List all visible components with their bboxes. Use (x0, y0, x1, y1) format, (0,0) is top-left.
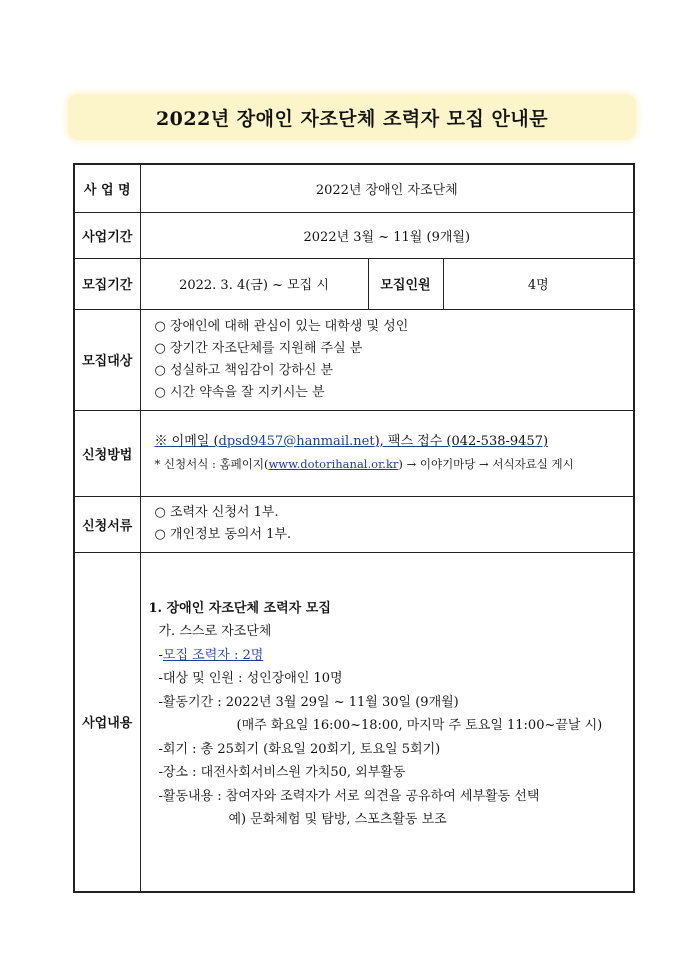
value-project-name: 2022년 장애인 자조단체 (140, 164, 634, 212)
value-recruit-period: 2022. 3. 4(금) ~ 모집 시 (140, 258, 368, 309)
list-item: ○ 시간 약속을 잘 지키시는 분 (154, 384, 325, 400)
list-item: ○ 장기간 자조단체를 지원해 주실 분 (154, 340, 363, 356)
row-target (74, 309, 634, 410)
label-content: 사업내용 (74, 552, 140, 892)
value-content (140, 552, 634, 892)
recruit-highlight: 모집 조력자 : 2명 (162, 647, 264, 663)
value-apply-method (140, 410, 634, 496)
page-title: 2022년 장애인 자조단체 조력자 모집 안내문 (155, 107, 549, 130)
list-item: ○ 개인정보 동의서 1부. (154, 527, 292, 542)
content-line: 예) 문화체험 및 탐방, 스포츠활동 보조 (228, 812, 447, 827)
email-fax-line (155, 431, 634, 453)
label-target: 모집대상 (74, 309, 140, 410)
content-recruit-line (149, 644, 634, 668)
homepage-link[interactable]: www.dotorihanal.or.kr (268, 457, 399, 471)
content-heading: 1. 장애인 자조단체 조력자 모집 (148, 600, 331, 616)
row-documents (74, 496, 634, 552)
label-recruit-count: 모집인원 (368, 258, 443, 309)
email-prefix: ※ 이메일 ( (154, 434, 219, 449)
label-project-period: 사업기간 (74, 212, 140, 258)
fax-text: ), 팩스 접수 (042-538-9457) (374, 434, 549, 449)
form-suffix: ) → 이야기마당 → 서식자료실 게시 (398, 457, 574, 471)
info-table (73, 163, 635, 893)
row-project-period (74, 212, 634, 258)
content-sub: 가. 스스로 자조단체 (158, 624, 272, 639)
content-line: -장소 : 대전사회서비스원 가치50, 외부활동 (158, 765, 406, 780)
value-documents (140, 496, 634, 552)
value-project-period: 2022년 3월 ~ 11월 (9개월) (140, 212, 634, 258)
title-banner (68, 94, 636, 140)
row-apply-method (74, 410, 634, 496)
label-documents: 신청서류 (74, 496, 140, 552)
row-project-name (74, 164, 634, 212)
content-line: -대상 및 인원 : 성인장애인 10명 (158, 671, 343, 686)
form-line (155, 453, 634, 475)
row-content (74, 552, 634, 892)
form-prefix: * 신청서식 : 홈페이지( (154, 457, 269, 471)
value-recruit-count: 4명 (443, 258, 634, 309)
row-recruit-period (74, 258, 634, 309)
content-line: -활동내용 : 참여자와 조력자가 서로 의견을 공유하여 세부활동 선택 (158, 788, 540, 804)
list-item: ○ 성실하고 책임감이 강하신 분 (154, 362, 334, 378)
content-line: -회기 : 총 25회기 (화요일 20회기, 토요일 5회기) (158, 741, 441, 757)
email-link[interactable]: dpsd9457@hanmail.net (218, 434, 375, 449)
content-line: (매주 화요일 16:00~18:00, 마지막 주 토요일 11:00~끝날 시) (236, 718, 603, 733)
list-item: ○ 조력자 신청서 1부. (154, 505, 279, 520)
content-line: -활동기간 : 2022년 3월 29일 ~ 11월 30일 (9개월) (158, 694, 459, 710)
recruit-prefix: - (158, 647, 163, 663)
label-recruit-period: 모집기간 (74, 258, 140, 309)
label-apply-method: 신청방법 (74, 410, 140, 496)
list-item: ○ 장애인에 대해 관심이 있는 대학생 및 성인 (154, 318, 409, 334)
label-project-name: 사 업 명 (74, 164, 140, 212)
value-target (140, 309, 634, 410)
